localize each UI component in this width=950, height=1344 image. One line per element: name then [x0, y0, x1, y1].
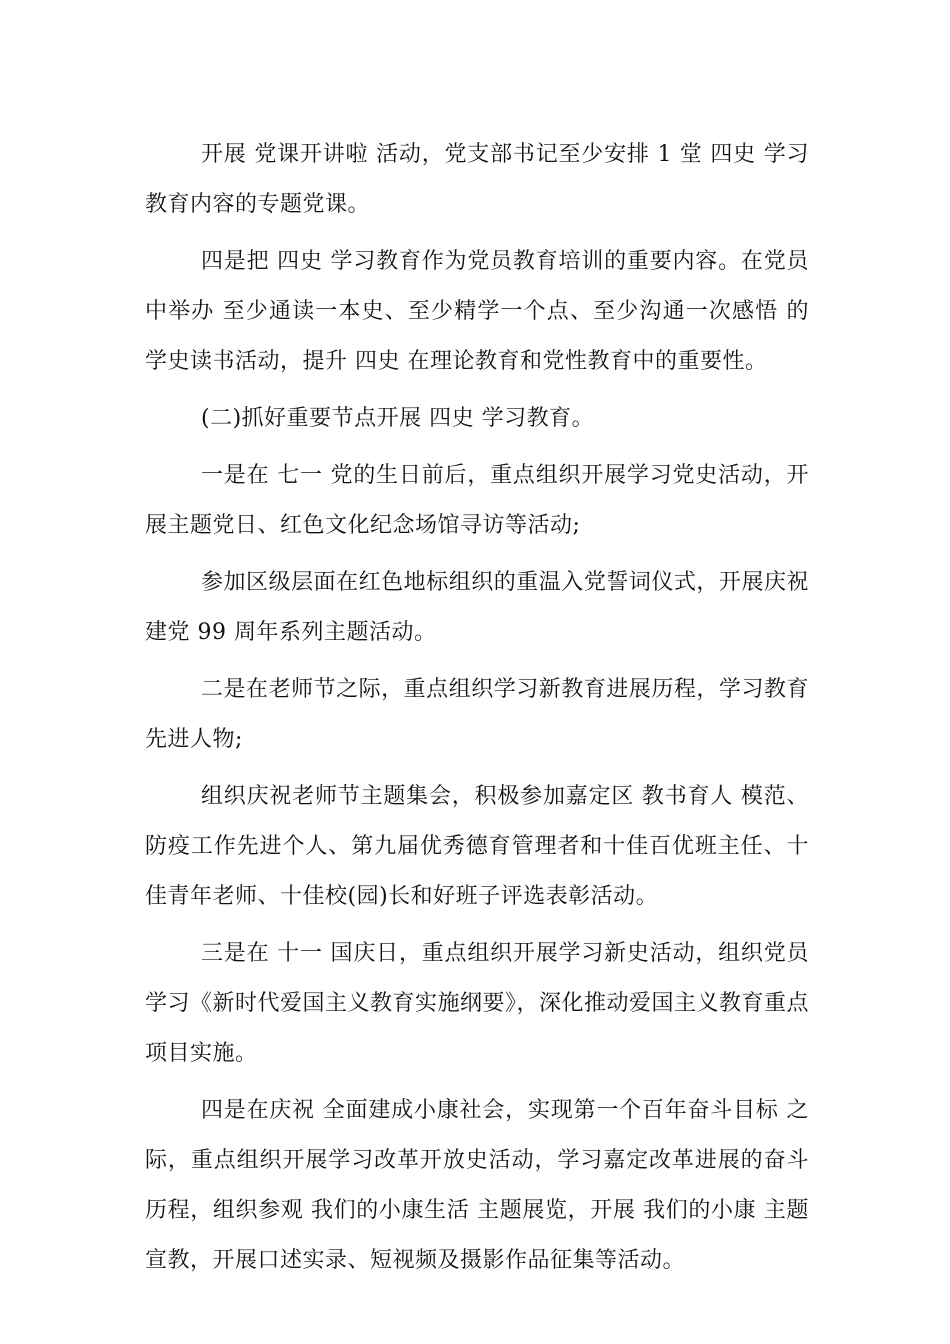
paragraph-xiaokang: 四是在庆祝 全面建成小康社会，实现第一个百年奋斗目标 之际，重点组织开展学习改革开放史活动，学习嘉定改革进展的奋斗历程，组织参观 我们的小康生活 主题展览，开展 我们的小康 主题宣教，开展口述实录、短视频及摄影作品征集等活动。 [145, 1098, 809, 1273]
paragraph-teachers-day: 二是在老师节之际，重点组织学习新教育进展历程，学习教育先进人物; [145, 677, 809, 752]
paragraph-teachers-assembly: 组织庆祝老师节主题集会，积极参加嘉定区 教书育人 模范、防疫工作先进个人、第九届优秀德育管理者和十佳百优班主任、十佳青年老师、十佳校(园)长和好班子评选表彰活动。 [145, 784, 809, 909]
paragraph-july-first: 一是在 七一 党的生日前后，重点组织开展学习党史活动，开展主题党日、红色文化纪念场馆寻访等活动; [145, 463, 809, 538]
paragraph-oath-ceremony: 参加区级层面在红色地标组织的重温入党誓词仪式，开展庆祝建党 99 周年系列主题活动。 [145, 570, 809, 645]
paragraph-member-training: 四是把 四史 学习教育作为党员教育培训的重要内容。在党员中举办 至少通读一本史、至少精学一个点、至少沟通一次感悟 的学史读书活动，提升 四史 在理论教育和党性教育中的重要性。 [145, 249, 809, 374]
document-body [145, 130, 809, 1293]
paragraph-section-heading: (二)抓好重要节点开展 四史 学习教育。 [201, 406, 595, 431]
paragraph-party-lecture: 开展 党课开讲啦 活动，党支部书记至少安排 1 堂 四史 学习教育内容的专题党课。 [145, 142, 809, 217]
paragraph-national-day: 三是在 十一 国庆日，重点组织开展学习新史活动，组织党员学习《新时代爱国主义教育实施纲要》，深化推动爱国主义教育重点项目实施。 [145, 941, 810, 1066]
